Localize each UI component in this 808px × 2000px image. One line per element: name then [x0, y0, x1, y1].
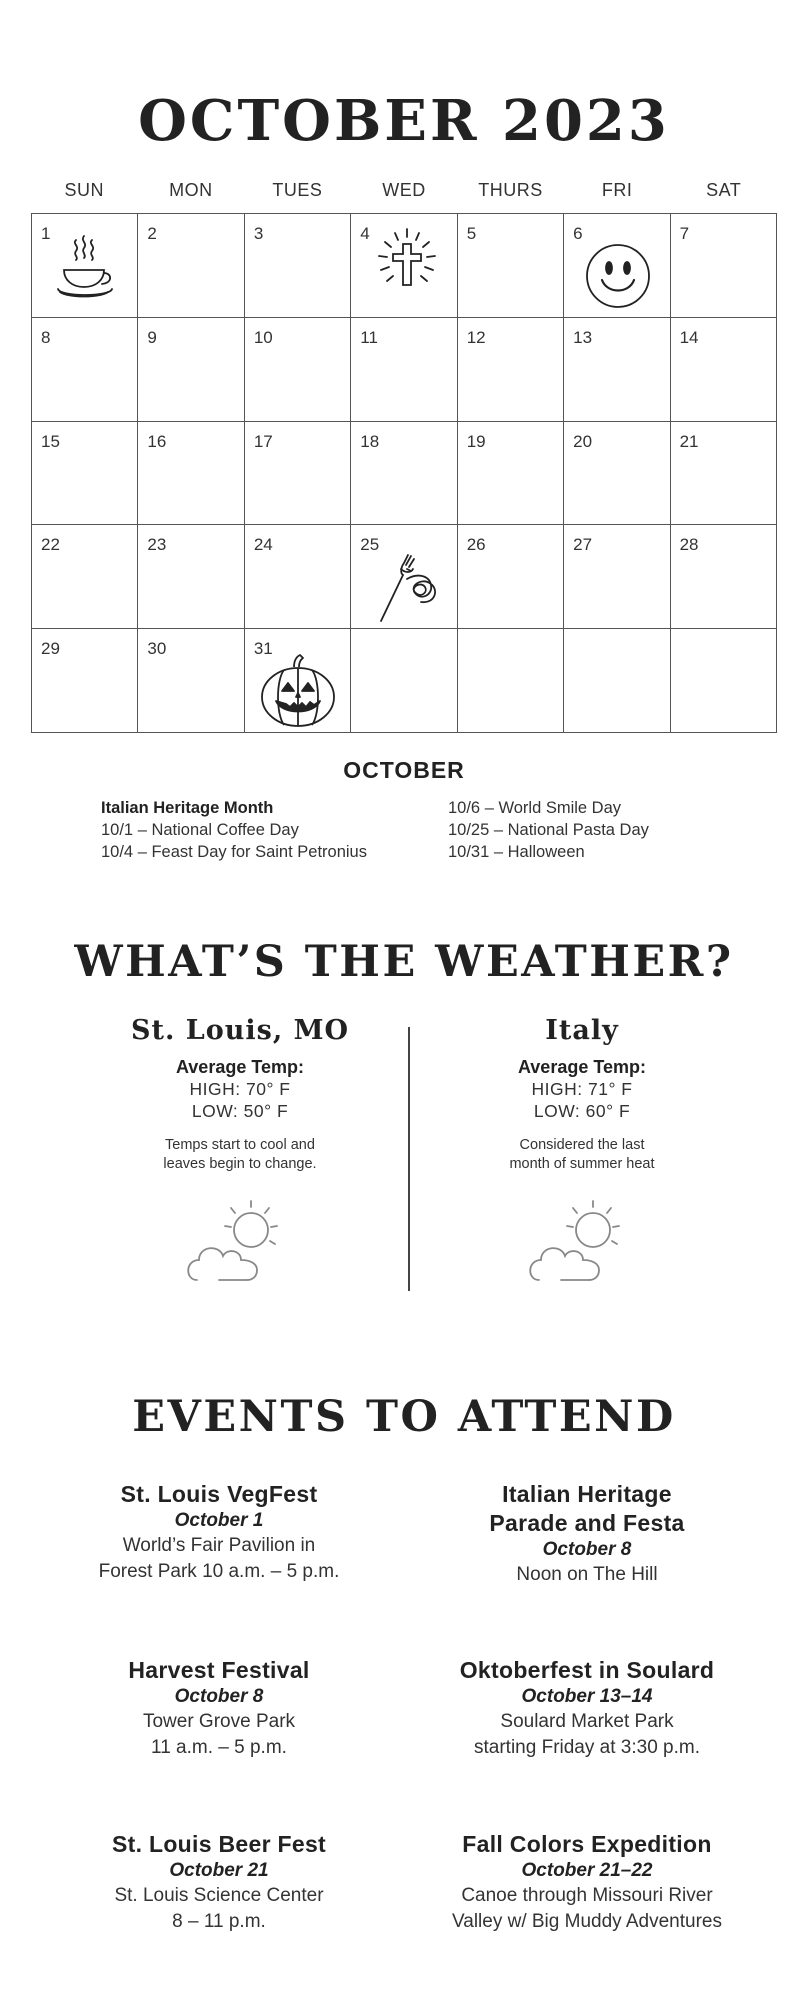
empty-cell	[351, 629, 457, 733]
high-temp: HIGH: 70° F	[189, 1079, 291, 1099]
weather-description-line: Temps start to cool and	[165, 1137, 315, 1153]
day-number: 13	[573, 327, 593, 347]
event-fall-colors-expedition	[417, 1830, 757, 1935]
day-number: 21	[679, 431, 699, 451]
day-number: 26	[466, 535, 486, 555]
partly-sunny-icon	[185, 1196, 295, 1286]
observance-item: Italian Heritage Month	[101, 799, 274, 817]
day-cell-3	[245, 214, 351, 318]
day-cell-21	[671, 422, 777, 526]
observance-item: 10/4 – Feast Day for Saint Petronius	[101, 843, 367, 861]
weather-description-line: leaves begin to change.	[163, 1156, 317, 1172]
weekday-fri: FRI	[601, 180, 633, 200]
day-number: 15	[41, 431, 60, 451]
event-detail: starting Friday at 3:30 p.m.	[474, 1737, 700, 1758]
day-number: 14	[679, 327, 699, 347]
day-cell-16	[138, 422, 244, 526]
weekday-wed: WED	[382, 180, 426, 200]
location-name: St. Louis, MO	[130, 1015, 350, 1046]
day-number: 7	[679, 224, 690, 243]
day-cell-22	[32, 525, 138, 629]
cross-icon	[371, 226, 443, 298]
event-date: October 1	[174, 1510, 264, 1531]
event-beer-fest	[49, 1830, 389, 1935]
avg-temp-label: Average Temp:	[175, 1057, 305, 1077]
event-name: Italian Heritage	[502, 1481, 672, 1507]
day-cell-14	[671, 318, 777, 422]
calendar-title: OCTOBER 2023	[138, 88, 670, 154]
weekday-header	[31, 180, 777, 201]
weather-divider	[408, 1027, 410, 1291]
day-cell-25	[351, 525, 457, 629]
events-title: EVENTS TO ATTEND	[132, 1392, 676, 1442]
event-name: Harvest Festival	[128, 1657, 310, 1683]
event-harvest-festival	[49, 1656, 389, 1761]
partly-sunny-icon	[527, 1196, 637, 1286]
day-cell-13	[564, 318, 670, 422]
day-number: 16	[147, 431, 167, 451]
high-temp: HIGH: 71° F	[531, 1079, 633, 1099]
event-name: Fall Colors Expedition	[462, 1831, 712, 1857]
event-oktoberfest	[417, 1656, 757, 1761]
day-cell-17	[245, 422, 351, 526]
day-cell-8	[32, 318, 138, 422]
day-cell-11	[351, 318, 457, 422]
day-cell-7	[671, 214, 777, 318]
day-cell-15	[32, 422, 138, 526]
event-date: October 13–14	[521, 1686, 653, 1707]
event-name: Parade and Festa	[489, 1510, 685, 1536]
day-number: 12	[466, 327, 486, 347]
weekday-thu: THURS	[478, 180, 543, 200]
low-temp: LOW: 60° F	[533, 1101, 631, 1121]
day-cell-23	[138, 525, 244, 629]
event-date: October 8	[174, 1686, 264, 1707]
calendar-grid	[31, 213, 777, 733]
weekday-sat: SAT	[706, 180, 742, 200]
day-number: 10	[253, 327, 273, 347]
weather-title: WHAT’S THE WEATHER?	[74, 937, 734, 987]
weather-description-line: Considered the last	[519, 1137, 645, 1153]
event-date: October 21	[169, 1860, 269, 1881]
day-number: 8	[41, 327, 51, 347]
day-number: 27	[573, 535, 593, 555]
weather-description	[432, 1136, 732, 1174]
jack-o-lantern-icon	[258, 653, 338, 729]
day-number: 18	[360, 431, 380, 451]
weather-stlouis	[90, 1015, 390, 1286]
day-cell-31	[245, 629, 351, 733]
day-number: 31	[253, 639, 273, 659]
day-cell-20	[564, 422, 670, 526]
event-detail: St. Louis Science Center	[114, 1885, 324, 1906]
day-number: 5	[466, 224, 477, 243]
day-number: 1	[41, 224, 51, 243]
day-number: 17	[253, 431, 273, 451]
empty-cell	[564, 629, 670, 733]
observance-item: 10/31 – Halloween	[448, 843, 585, 861]
day-number: 6	[573, 224, 583, 243]
day-cell-26	[458, 525, 564, 629]
event-detail: 8 – 11 p.m.	[172, 1911, 266, 1932]
weather-description-line: month of summer heat	[509, 1156, 655, 1172]
low-temp: LOW: 50° F	[191, 1101, 289, 1121]
observances-left-list	[101, 797, 367, 863]
observance-item: 10/6 – World Smile Day	[448, 799, 622, 817]
weekday-tue: TUES	[272, 180, 323, 200]
observance-item: 10/1 – National Coffee Day	[101, 821, 299, 839]
event-date: October 8	[542, 1539, 632, 1560]
empty-cell	[671, 629, 777, 733]
observances-title: OCTOBER	[343, 757, 465, 783]
weather-description	[90, 1136, 390, 1174]
event-detail: Noon on The Hill	[516, 1564, 658, 1585]
event-vegfest	[49, 1480, 389, 1585]
day-cell-30	[138, 629, 244, 733]
event-detail: 11 a.m. – 5 p.m.	[151, 1737, 287, 1758]
observances-right-list	[448, 797, 649, 863]
event-detail: Tower Grove Park	[142, 1711, 296, 1732]
day-cell-6	[564, 214, 670, 318]
day-cell-4	[351, 214, 457, 318]
day-cell-2	[138, 214, 244, 318]
event-detail: Canoe through Missouri River	[461, 1885, 713, 1906]
coffee-cup-icon	[56, 234, 116, 302]
day-number: 19	[466, 431, 486, 451]
avg-temp-label: Average Temp:	[517, 1057, 647, 1077]
day-number: 29	[41, 639, 60, 659]
day-cell-29	[32, 629, 138, 733]
event-date: October 21–22	[521, 1860, 653, 1881]
day-cell-12	[458, 318, 564, 422]
day-number: 11	[360, 327, 378, 347]
event-detail: Valley w/ Big Muddy Adventures	[451, 1911, 722, 1932]
weekday-mon: MON	[169, 180, 213, 200]
day-number: 2	[147, 224, 157, 243]
day-number: 28	[679, 535, 699, 555]
day-number: 24	[253, 535, 273, 555]
day-cell-10	[245, 318, 351, 422]
day-number: 3	[253, 224, 264, 243]
day-cell-19	[458, 422, 564, 526]
empty-cell	[458, 629, 564, 733]
day-cell-1	[32, 214, 138, 318]
weekday-sun: SUN	[64, 180, 105, 200]
smiley-face-icon	[584, 242, 652, 310]
day-number: 25	[360, 535, 380, 555]
day-number: 20	[573, 431, 593, 451]
day-number: 23	[147, 535, 167, 555]
pasta-fork-icon	[373, 545, 453, 625]
day-cell-18	[351, 422, 457, 526]
weather-italy	[432, 1015, 732, 1286]
event-detail: World’s Fair Pavilion in	[122, 1535, 316, 1556]
location-name: Italy	[545, 1015, 619, 1046]
event-name: St. Louis VegFest	[120, 1481, 318, 1507]
day-cell-24	[245, 525, 351, 629]
event-detail: Forest Park 10 a.m. – 5 p.m.	[98, 1561, 340, 1582]
day-cell-28	[671, 525, 777, 629]
day-number: 22	[41, 535, 60, 555]
event-name: Oktoberfest in Soulard	[459, 1657, 715, 1683]
event-italian-heritage-parade	[417, 1480, 757, 1588]
day-cell-9	[138, 318, 244, 422]
day-number: 4	[360, 224, 370, 243]
event-name: St. Louis Beer Fest	[111, 1831, 327, 1857]
day-cell-5	[458, 214, 564, 318]
day-number: 9	[147, 327, 157, 347]
event-detail: Soulard Market Park	[500, 1711, 674, 1732]
day-cell-27	[564, 525, 670, 629]
day-number: 30	[147, 639, 167, 659]
observance-item: 10/25 – National Pasta Day	[448, 821, 649, 839]
